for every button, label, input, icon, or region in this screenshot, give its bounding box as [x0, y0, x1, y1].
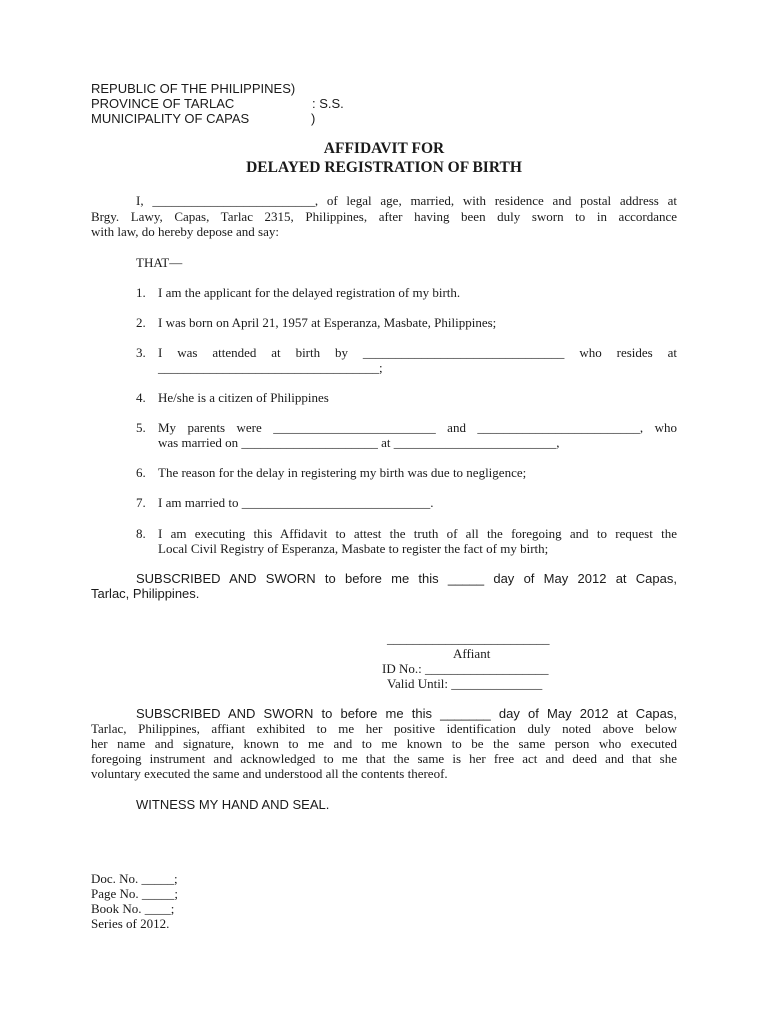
jurat-line-3: her name and signature, known to me and to me known to be the same person who executed — [91, 736, 677, 751]
affiant-signature-line: _________________________ — [387, 631, 550, 646]
list-item-continuation: __________________________________; — [158, 360, 383, 375]
intro-line-1: I, _________________________, of legal age, married, with residence and postal address at — [136, 193, 677, 208]
page-no: Page No. _____; — [91, 886, 179, 901]
subscribed-line-2: Tarlac, Philippines. — [91, 586, 200, 601]
list-item: I am executing this Affidavit to attest the truth of all the foregoing and to request the — [158, 526, 677, 541]
caption-paren: ) — [311, 111, 316, 126]
list-item: The reason for the delay in registering my birth was due to negligence; — [158, 465, 527, 480]
intro-line-3: with law, do hereby depose and say: — [91, 224, 279, 239]
list-item: I am married to _____________________________. — [158, 495, 434, 510]
affiant-id-no: ID No.: ___________________ — [382, 661, 549, 676]
document-title-line1: AFFIDAVIT FOR — [323, 140, 445, 157]
list-item: I was attended at birth by _______________________________ who resides at — [158, 345, 677, 360]
item-number: 1. — [136, 285, 146, 300]
item-number: 4. — [136, 390, 146, 405]
subscribed-line-1: SUBSCRIBED AND SWORN to before me this _____ day of May 2012 at Capas, — [136, 571, 677, 586]
jurat-line-1: SUBSCRIBED AND SWORN to before me this _______ day of May 2012 at Capas, — [136, 706, 677, 721]
series: Series of 2012. — [91, 916, 170, 931]
list-item-continuation: was married on _____________________ at _________________________, — [158, 435, 560, 450]
witness-line: WITNESS MY HAND AND SEAL. — [136, 797, 330, 812]
item-number: 8. — [136, 526, 146, 541]
jurat-line-2: Tarlac, Philippines, affiant exhibited to me her positive identification duly noted above below — [91, 721, 677, 736]
document-title-line2: DELAYED REGISTRATION OF BIRTH — [246, 159, 522, 176]
affiant-valid-until: Valid Until: ______________ — [387, 676, 543, 691]
intro-line-2: Brgy. Lawy, Capas, Tarlac 2315, Philippines, after having been duly sworn to in accordance — [91, 209, 677, 224]
jurat-line-4: foregoing instrument and acknowledged to me that the same is her free act and deed and that she — [91, 751, 677, 766]
item-number: 5. — [136, 420, 146, 435]
caption-ss: : S.S. — [312, 96, 344, 111]
list-item-continuation: Local Civil Registry of Esperanza, Masbate to register the fact of my birth; — [158, 541, 549, 556]
jurat-line-5: voluntary executed the same and understood all the contents thereof. — [91, 766, 448, 781]
that-label: THAT— — [136, 255, 183, 270]
item-number: 2. — [136, 315, 146, 330]
doc-no: Doc. No. _____; — [91, 871, 178, 886]
list-item: My parents were _________________________ and _________________________, who — [158, 420, 677, 435]
caption-province: PROVINCE OF TARLAC — [91, 96, 235, 111]
item-number: 7. — [136, 495, 146, 510]
list-item: He/she is a citizen of Philippines — [158, 390, 329, 405]
affiant-label: Affiant — [453, 646, 491, 661]
caption-municipality: MUNICIPALITY OF CAPAS — [91, 111, 250, 126]
list-item: I am the applicant for the delayed registration of my birth. — [158, 285, 461, 300]
caption-republic: REPUBLIC OF THE PHILIPPINES) — [91, 81, 296, 96]
list-item: I was born on April 21, 1957 at Esperanza, Masbate, Philippines; — [158, 315, 497, 330]
item-number: 3. — [136, 345, 146, 360]
item-number: 6. — [136, 465, 146, 480]
book-no: Book No. ____; — [91, 901, 175, 916]
